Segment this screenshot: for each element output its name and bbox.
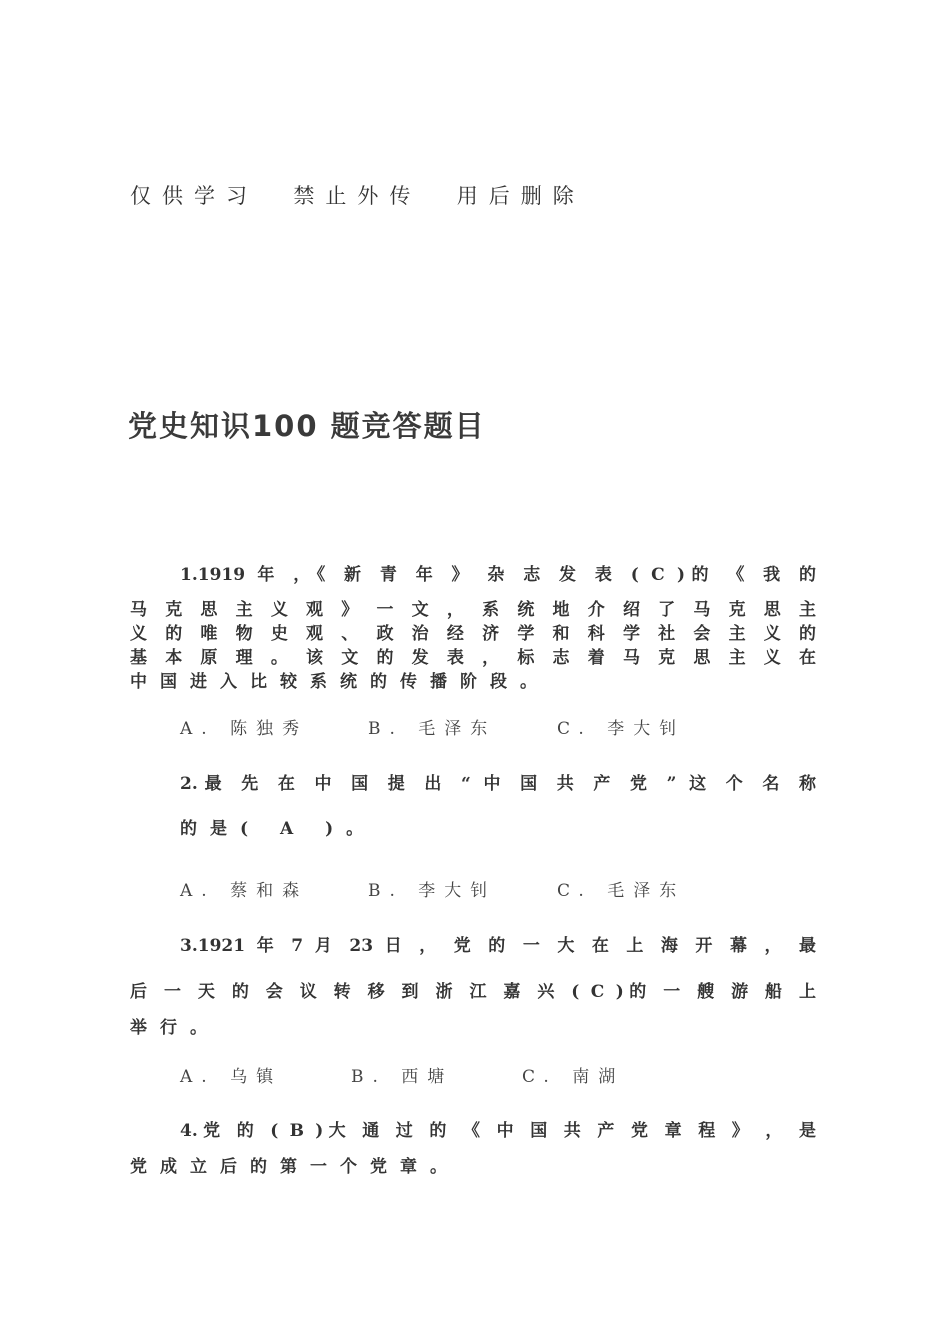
option-b: B. 毛泽东 xyxy=(368,719,497,739)
question-text-line: 2.最 先 在 中 国 提 出 “ 中 国 共 产 党 ” 这 个 名 称 xyxy=(180,774,816,794)
confidentiality-notice: 仅供学习 禁止外传 用后删除 xyxy=(130,184,585,208)
option-c: C. 李大钊 xyxy=(557,719,686,739)
option-b: B. 李大钊 xyxy=(368,881,497,901)
option-a: A. 蔡和森 xyxy=(180,881,309,901)
question-text-line: 义 的 唯 物 史 观 、 政 治 经 济 学 和 科 学 社 会 主 义 的 xyxy=(130,624,816,644)
question-text-line: 中国进入比较系统的传播阶段。 xyxy=(130,672,550,692)
option-a: A. 陈独秀 xyxy=(180,719,309,739)
document-title: 党史知识100 题竞答题目 xyxy=(128,409,486,443)
question-text-line: 马 克 思 主 义 观 》 一 文 ， 系 统 地 介 绍 了 马 克 思 主 xyxy=(130,600,816,620)
question-4 xyxy=(130,1119,816,1179)
question-text-line: 3.1921 年 7 月 23 日 ， 党 的 一 大 在 上 海 开 幕 ， 最 xyxy=(180,936,816,956)
question-2 xyxy=(130,772,816,841)
question-text-line: 党成立后的第一个党章。 xyxy=(130,1157,460,1177)
question-text-line: 1.1919 年 ，《 新 青 年 》 杂 志 发 表 ( C )的 《 我 的 xyxy=(180,565,816,585)
question-3 xyxy=(130,934,816,1040)
option-a: A. 乌镇 xyxy=(180,1067,283,1087)
question-text-line: 基 本 原 理 。 该 文 的 发 表 ， 标 志 着 马 克 思 主 义 在 xyxy=(130,648,816,668)
option-b: B. 西塘 xyxy=(351,1067,454,1087)
question-text-line: 举行。 xyxy=(130,1018,220,1038)
option-c: C. 毛泽东 xyxy=(557,881,686,901)
question-1 xyxy=(130,563,816,694)
question-text-line: 4.党 的 ( B )大 通 过 的 《 中 国 共 产 党 章 程 》 ， 是 xyxy=(180,1121,816,1141)
option-c: C. 南湖 xyxy=(522,1067,625,1087)
question-text-line: 的是( A )。 xyxy=(180,819,377,839)
question-text-line: 后 一 天 的 会 议 转 移 到 浙 江 嘉 兴 ( C )的 一 艘 游 船 上 xyxy=(130,982,816,1002)
